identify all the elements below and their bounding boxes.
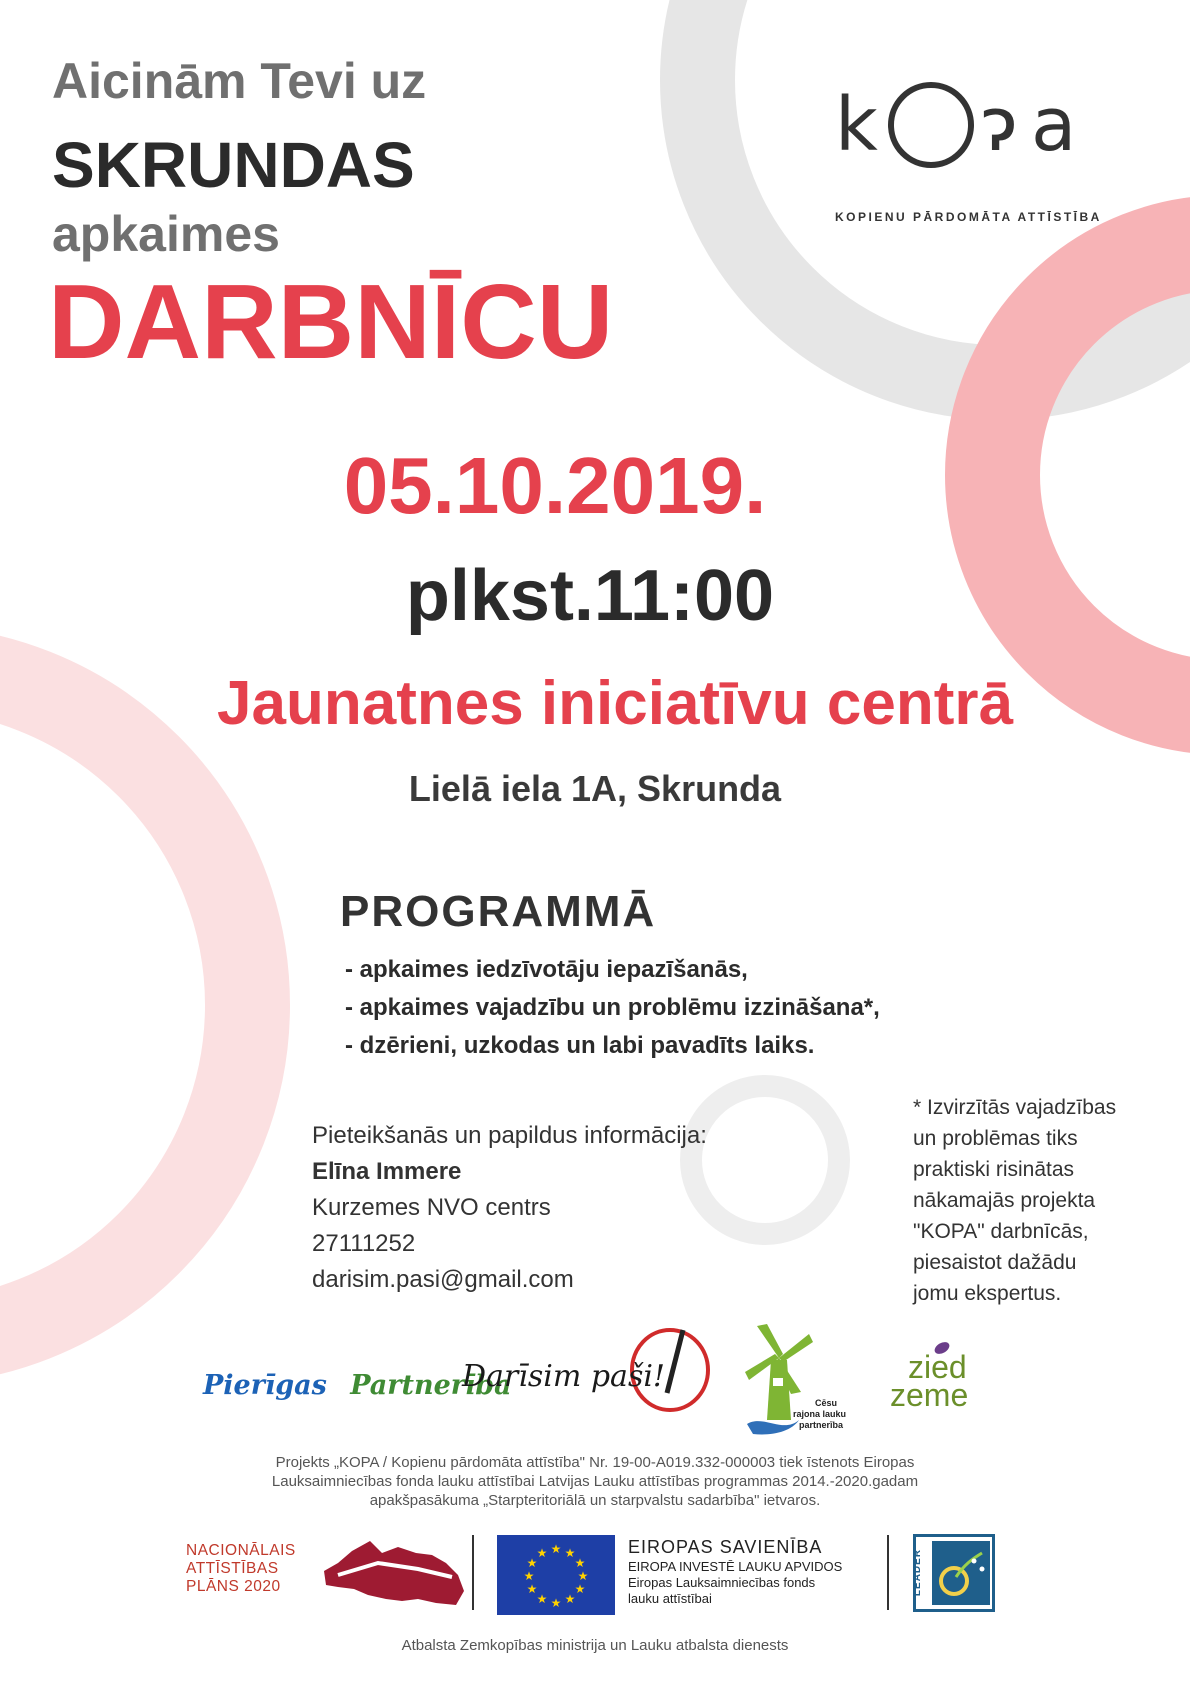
eu-star: ★ — [550, 1542, 562, 1556]
program-list — [345, 951, 880, 1065]
cesu-line: Cēsu — [815, 1398, 838, 1408]
support-text: Atbalsta Zemkopības ministrija un Lauku atbalsta dienests — [401, 1637, 789, 1654]
eu-star: ★ — [574, 1582, 586, 1596]
footnote-block — [913, 1092, 1116, 1309]
eu-title: EIROPAS SAVIENĪBA — [628, 1537, 823, 1557]
ziedzeme-logo — [890, 1340, 1000, 1420]
kopa-o-circle — [891, 85, 971, 165]
leader-dot — [972, 1559, 977, 1564]
windmill-blade — [779, 1334, 813, 1362]
leader-logo — [913, 1534, 995, 1612]
funding-text — [130, 1453, 1060, 1510]
eu-line: EIROPA INVESTĒ LAUKU APVIDOS — [628, 1559, 843, 1574]
footer-divider — [472, 1535, 474, 1610]
title-skrundas: SKRUNDAS — [52, 129, 415, 201]
eu-line: Eiropas Lauksaimniecības fonds — [628, 1575, 816, 1590]
contact-block — [312, 1118, 707, 1298]
footnote-line: "KOPA" darbnīcās, — [913, 1220, 1089, 1243]
latvia-map-icon — [318, 1533, 468, 1613]
program-item: - dzērieni, uzkodas un labi pavadīts laiks. — [345, 1032, 815, 1059]
eu-star: ★ — [523, 1569, 535, 1583]
funding-line: Lauksaimniecības fonda lauku attīstībai Latvijas Lauku attīstības programmas 2014.-2020.gadam — [271, 1473, 919, 1490]
contact-name: Elīna Immere — [312, 1158, 462, 1185]
partneriba-word: Partnerība — [350, 1370, 512, 1401]
kopa-a-letter: a — [1031, 82, 1077, 168]
kopa-logo — [835, 70, 1115, 230]
cesu-label — [793, 1398, 846, 1431]
event-venue: Jaunatnes iniciatīvu centrā — [217, 669, 1013, 738]
eu-star: ★ — [536, 1546, 548, 1560]
nap-line: NACIONĀLAIS — [186, 1542, 296, 1559]
darisim-logo — [460, 1325, 710, 1415]
windmill-window — [773, 1378, 783, 1386]
leader-text: LEADER — [912, 1548, 924, 1597]
eu-star: ★ — [577, 1569, 589, 1583]
contact-intro: Pieteikšanās un papildus informācija: — [312, 1122, 707, 1149]
footnote-line: * Izvirzītās vajadzības — [913, 1096, 1117, 1119]
eu-star: ★ — [574, 1556, 586, 1570]
event-time: plkst.11:00 — [405, 556, 775, 636]
eu-star: ★ — [564, 1546, 576, 1560]
leader-ring — [941, 1568, 967, 1594]
title-apkaimes: apkaimes — [52, 206, 280, 262]
eu-star: ★ — [564, 1592, 576, 1606]
zeme-word: zeme — [890, 1377, 969, 1413]
leader-sprout — [956, 1553, 982, 1577]
event-address: Lielā iela 1A, Skrunda — [408, 768, 782, 809]
cesu-line: rajona lauku — [793, 1409, 847, 1419]
footnote-line: piesaistot dažādu — [913, 1251, 1077, 1274]
eu-star: ★ — [526, 1582, 538, 1596]
darisim-slash — [667, 1330, 683, 1393]
contact-org: Kurzemes NVO centrs — [312, 1194, 551, 1221]
contact-phone: 27111252 — [312, 1230, 416, 1257]
zied-word: zied — [908, 1349, 967, 1385]
footer-divider — [887, 1535, 889, 1610]
nap2020-logo — [186, 1542, 296, 1596]
leader-emblem-icon — [932, 1541, 990, 1605]
nap-line: PLĀNS 2020 — [186, 1578, 281, 1595]
funding-line: Projekts „KOPA / Kopienu pārdomāta attīstība" Nr. 19-00-A019.332-000003 tiek īstenots Eiropas — [275, 1454, 915, 1471]
eu-flag-icon — [497, 1535, 615, 1615]
footnote-line: un problēmas tiks — [913, 1127, 1078, 1150]
kopa-logo-mark — [835, 70, 1115, 220]
pierigas-word: Pierīgas — [203, 1370, 327, 1401]
eu-text-block — [628, 1535, 842, 1607]
footnote-line: nākamajās projekta — [913, 1189, 1096, 1212]
eu-star: ★ — [526, 1556, 538, 1570]
pink-ring-left — [0, 625, 290, 1385]
cesu-logo — [743, 1320, 853, 1438]
footnote-line: jomu ekspertus. — [913, 1282, 1062, 1305]
windmill-blade — [757, 1324, 783, 1358]
title-darbnicu: DARBNĪCU — [48, 263, 614, 381]
footnote-line: praktiski risinātas — [913, 1158, 1075, 1181]
contact-email[interactable]: darisim.pasi@gmail.com — [312, 1266, 574, 1293]
nap-line: ATTĪSTĪBAS — [186, 1560, 279, 1577]
event-date: 05.10.2019. — [343, 441, 767, 530]
river-wave — [747, 1420, 799, 1434]
kopa-tagline: KOPIENU PĀRDOMĀTA ATTĪSTĪBA — [835, 210, 1102, 224]
leader-dot — [980, 1567, 985, 1572]
program-item: - apkaimes vajadzību un problēmu izzināšana*, — [345, 994, 880, 1021]
funding-line: apakšpasākuma „Starpteritoriālā un starpvalstu sadarbība" ietvaros. — [369, 1492, 821, 1509]
invite-line: Aicinām Tevi uz — [52, 53, 427, 109]
eu-star: ★ — [536, 1592, 548, 1606]
kopa-p-letter: ɂ — [981, 82, 1017, 168]
program-title: PROGRAMMĀ — [340, 887, 657, 936]
eu-star: ★ — [550, 1596, 562, 1610]
darisim-text: Darīsim paši! — [462, 1359, 665, 1394]
kopa-k-letter: k — [835, 82, 878, 168]
program-item: - apkaimes iedzīvotāju iepazīšanās, — [345, 956, 748, 983]
eu-line: lauku attīstībai — [628, 1591, 712, 1606]
cesu-line: partnerība — [799, 1420, 844, 1430]
